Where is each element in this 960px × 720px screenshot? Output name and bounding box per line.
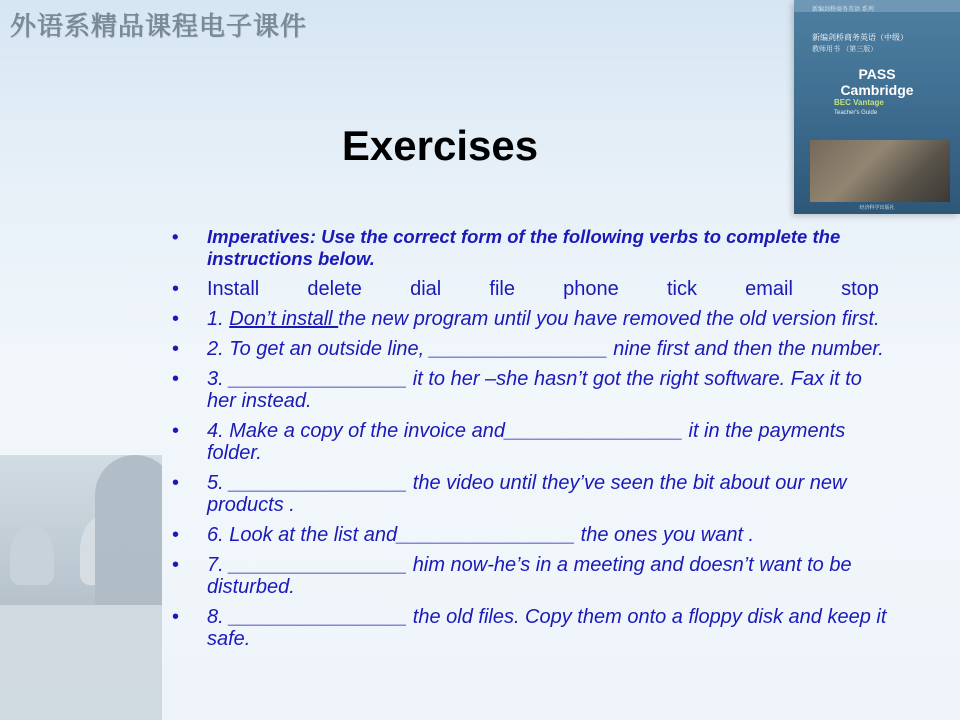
exercise-text: the ones you want . bbox=[575, 524, 755, 546]
book-cn-subtitle: 教师用书 （第三版） bbox=[812, 45, 878, 53]
verb-word: • Install bbox=[207, 278, 260, 300]
exercise-item bbox=[170, 420, 890, 464]
exercise-blank: ________________ bbox=[229, 472, 408, 494]
exercise-text: the new program until you have removed the old version first. bbox=[338, 308, 880, 330]
book-publisher: 经济科学出版社 bbox=[859, 205, 895, 211]
exercise-text: the old files. Copy them onto a floppy disk and keep it safe. bbox=[207, 606, 887, 650]
exercise-item bbox=[170, 524, 890, 546]
exercise-text: 5. bbox=[207, 472, 230, 494]
exercise-blank: ________________ bbox=[397, 524, 576, 546]
book-series-text: 新编剑桥商务英语 系列 bbox=[812, 6, 874, 13]
book-cn-title: 新编剑桥商务英语（中级） bbox=[812, 33, 908, 42]
slide-title: Exercises bbox=[341, 122, 539, 169]
exercise-blank: ________________ bbox=[229, 606, 408, 628]
exercise-text: 3. bbox=[207, 368, 230, 390]
exercise-text: him now-he’s in a meeting and doesn’t want to be disturbed. bbox=[207, 554, 852, 598]
exercise-blank: ________________ bbox=[504, 420, 683, 442]
verb-list-item bbox=[170, 278, 890, 300]
exercise-blank: ________________ bbox=[229, 554, 408, 576]
exercise-item bbox=[170, 606, 890, 650]
exercise-text: the video until they’ve seen the bit about our new products . bbox=[207, 472, 847, 516]
exercise-list bbox=[170, 226, 890, 658]
verb-word: tick bbox=[666, 278, 697, 300]
verb-word: stop bbox=[841, 278, 879, 300]
exercise-text: 6. Look at the list and bbox=[207, 524, 398, 546]
exercise-text: it in the payments folder. bbox=[207, 420, 846, 464]
exercise-item bbox=[170, 338, 890, 360]
book-title-cambridge: Cambridge bbox=[840, 82, 914, 98]
verb-word: file bbox=[489, 278, 515, 300]
exercise-text: nine first and then the number. bbox=[607, 338, 884, 360]
office-photo bbox=[0, 455, 162, 720]
exercise-text: 7. bbox=[207, 554, 230, 576]
course-banner: 外语系精品课程电子课件 bbox=[10, 12, 308, 42]
verb-row bbox=[207, 278, 879, 300]
book-cover-image bbox=[794, 0, 960, 214]
verb-word: delete bbox=[307, 278, 362, 300]
book-teachers-guide: Teacher's Guide bbox=[834, 110, 878, 116]
exercise-item bbox=[170, 368, 890, 412]
verb-word: email bbox=[745, 278, 793, 300]
instruction-item: • Imperatives: Use the correct form of the following verbs to complete the instructions below. bbox=[170, 226, 890, 270]
verb-word: dial bbox=[410, 278, 442, 300]
exercise-item bbox=[170, 554, 890, 598]
verb-word: phone bbox=[563, 278, 619, 300]
photo-table bbox=[0, 605, 162, 720]
exercise-item bbox=[170, 472, 890, 516]
exercise-text: 8. bbox=[207, 606, 230, 628]
exercise-answer: Don’t install bbox=[229, 308, 339, 330]
book-title-bec: BEC Vantage bbox=[834, 98, 884, 107]
exercise-blank: ________________ bbox=[229, 368, 408, 390]
exercise-text: it to her –she hasn’t got the right software. Fax it to her instead. bbox=[207, 368, 862, 412]
exercise-text: 2. To get an outside line, bbox=[207, 338, 430, 360]
exercise-item bbox=[170, 308, 890, 330]
book-title-pass: PASS bbox=[858, 66, 896, 82]
exercise-blank: ________________ bbox=[429, 338, 608, 360]
exercise-text: 4. Make a copy of the invoice and bbox=[207, 420, 505, 442]
photo-person-1 bbox=[10, 525, 54, 585]
exercise-text: 1. bbox=[207, 308, 230, 330]
